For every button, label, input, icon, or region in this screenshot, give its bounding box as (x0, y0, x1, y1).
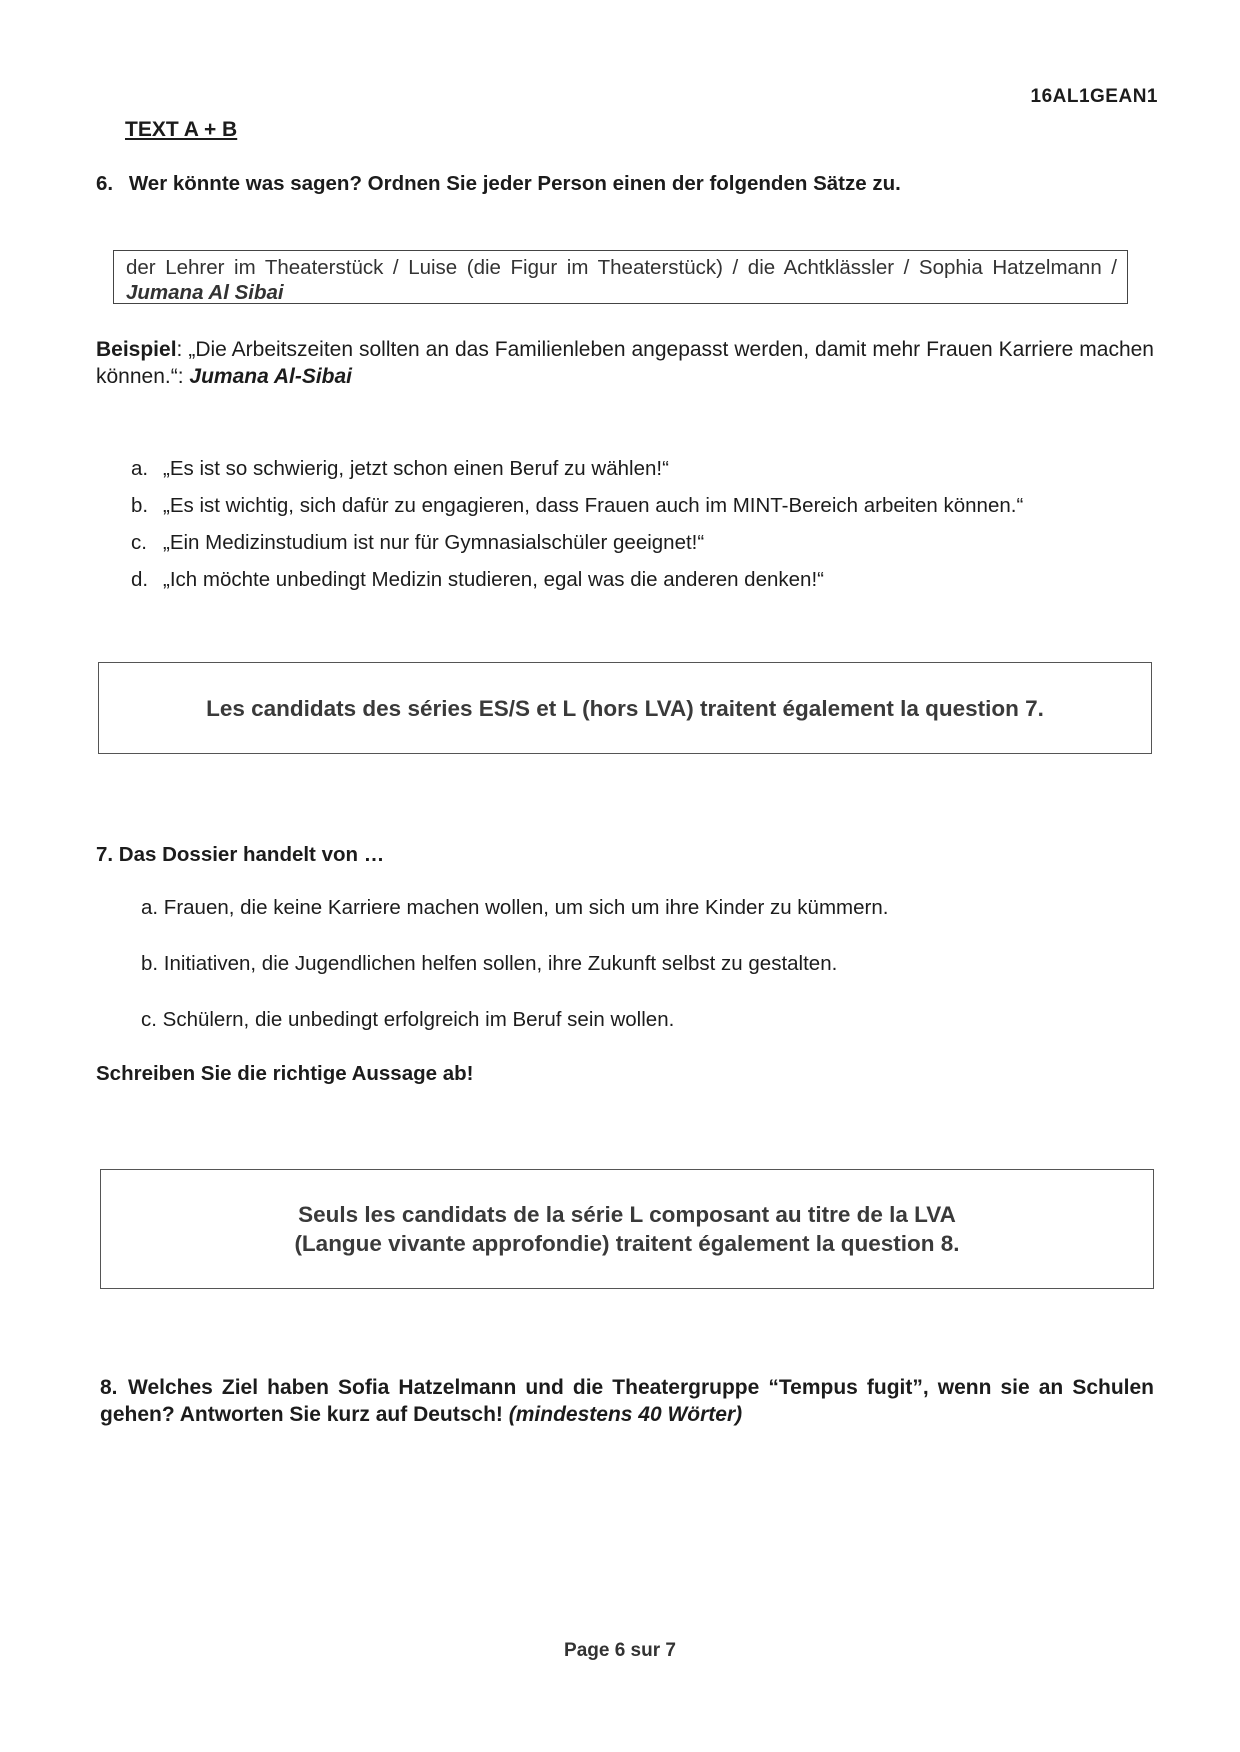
notice-question-8-line-1: Seuls les candidats de la série L composant au titre de la LVA (298, 1202, 956, 1227)
notice-question-8 (100, 1169, 1154, 1289)
question-6-option-d (131, 568, 824, 592)
example-answer: Jumana Al-Sibai (189, 365, 353, 388)
example-statement (96, 336, 1154, 390)
option-text: „Ein Medizinstudium ist nur für Gymnasialschüler geeignet!“ (163, 531, 705, 554)
option-text: „Es ist so schwierig, jetzt schon einen Beruf zu wählen!“ (163, 457, 669, 480)
section-title: TEXT A + B (125, 118, 238, 141)
option-text: „Ich möchte unbedingt Medizin studieren, egal was die anderen denken!“ (163, 568, 824, 591)
question-8 (100, 1374, 1154, 1428)
question-8-number: 8. (100, 1376, 118, 1399)
option-letter: a. (131, 457, 149, 480)
option-letter: d. (131, 568, 149, 591)
persons-box (113, 250, 1128, 304)
question-6-prompt: Wer könnte was sagen? Ordnen Sie jeder Person einen der folgenden Sätze zu. (128, 172, 901, 195)
page-number: Page 6 sur 7 (564, 1640, 676, 1661)
persons-list-emphasis: Jumana Al Sibai (126, 281, 284, 304)
question-8-prompt: Welches Ziel haben Sofia Hatzelmann und die Theatergruppe “Tempus fugit”, wenn sie an Schulen gehen? Antworten Sie kurz auf Deutsch! (100, 1376, 1154, 1426)
question-7-prompt: 7. Das Dossier handelt von … (96, 843, 385, 866)
question-8-requirement: (mindestens 40 Wörter) (508, 1403, 743, 1426)
question-7-instruction: Schreiben Sie die richtige Aussage ab! (96, 1062, 474, 1085)
example-label: Beispiel (96, 338, 177, 361)
notice-question-7 (98, 662, 1152, 754)
document-code: 16AL1GEAN1 (1030, 86, 1158, 107)
question-7-option-a: a. Frauen, die keine Karriere machen wollen, um sich um ihre Kinder zu kümmern. (141, 896, 889, 919)
persons-list: der Lehrer im Theaterstück / Luise (die Figur im Theaterstück) / die Achtklässler / Sophia Hatzelmann / (126, 256, 1117, 279)
option-letter: c. (131, 531, 147, 554)
question-6-option-c (131, 531, 704, 555)
question-7-option-b: b. Initiativen, die Jugendlichen helfen sollen, ihre Zukunft selbst zu gestalten. (141, 952, 838, 975)
question-6-heading (96, 172, 901, 196)
notice-question-7-text: Les candidats des séries ES/S et L (hors LVA) traitent également la question 7. (206, 695, 1044, 721)
option-letter: b. (131, 494, 149, 517)
question-6-number: 6. (96, 172, 114, 195)
question-6-option-a (131, 457, 669, 481)
question-6-option-b (131, 494, 1023, 518)
example-text: : „Die Arbeitszeiten sollten an das Familienleben angepasst werden, damit mehr Frauen Karriere machen können.“: (96, 338, 1154, 388)
question-7-option-c: c. Schülern, die unbedingt erfolgreich im Beruf sein wollen. (141, 1008, 675, 1031)
notice-question-8-line-2: (Langue vivante approfondie) traitent également la question 8. (294, 1231, 960, 1256)
option-text: „Es ist wichtig, sich dafür zu engagieren, dass Frauen auch im MINT-Bereich arbeiten können.“ (163, 494, 1024, 517)
